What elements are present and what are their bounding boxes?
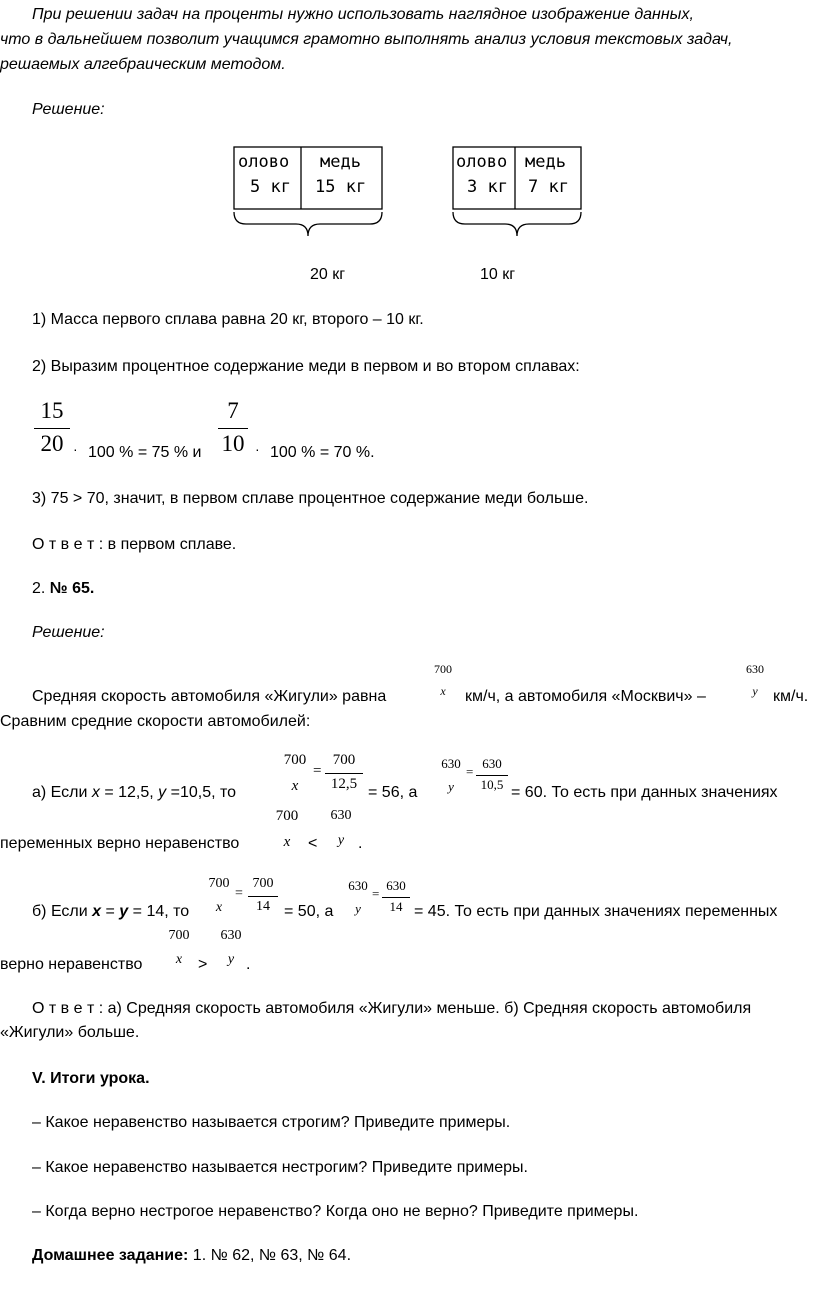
case-b-text-4: верно неравенство <box>0 956 143 973</box>
problem-number: № 65. <box>49 580 95 597</box>
fraction-numerator: 15 <box>40 398 64 423</box>
less-than-sign: < <box>308 835 318 852</box>
equals-sign: = <box>235 886 243 901</box>
fraction-denominator: 14 <box>256 899 270 914</box>
homework-label: Домашнее задание: <box>32 1247 189 1264</box>
case-a-text-5: = 60. То есть при данных значениях <box>511 784 778 801</box>
fraction-numerator: 7 <box>227 398 239 423</box>
fraction-denominator: y <box>227 952 235 967</box>
fraction-numerator: 630 <box>348 878 368 893</box>
section-v-heading: V. Итоги урока. <box>32 1070 150 1087</box>
speed-text-3: км/ч. <box>773 688 809 705</box>
var-y: y <box>158 784 167 801</box>
fraction-denominator: x <box>175 952 183 967</box>
alloy1-copper-mass: 15 кг <box>315 177 367 197</box>
case-a-text-6: переменных верно неравенство <box>0 835 240 852</box>
fraction-numerator: 700 <box>332 752 356 768</box>
intro-line-2: что в дальнейшем позволит учащимся грамотно выполнять анализ условия текстовых задач, <box>0 31 733 48</box>
var-x: x <box>91 784 100 801</box>
answer-2-line-1: О т в е т : а) Средняя скорость автомобиля «Жигули» меньше. б) Средняя скорость автомобиля <box>32 1000 752 1017</box>
fraction-numerator: 630 <box>482 756 502 771</box>
question-1: – Какое неравенство называется строгим? Приведите примеры. <box>32 1114 511 1131</box>
alloy2-tin-mass: 3 кг <box>467 177 508 197</box>
problem-prefix: 2. <box>32 580 50 597</box>
alloy2-copper-mass: 7 кг <box>528 177 569 197</box>
fraction-bar <box>218 428 248 429</box>
equals-sign: = <box>466 764 474 779</box>
answer-1: О т в е т : в первом сплаве. <box>32 536 237 553</box>
fraction-denominator: x <box>283 834 291 850</box>
alloy2-total: 10 кг <box>480 266 516 283</box>
intro-paragraph <box>0 2 812 77</box>
case-a-prefix: а) Если <box>32 784 92 801</box>
percent-result-1: 100 % = 75 % и <box>88 444 202 461</box>
var-x: x <box>92 903 102 920</box>
alloy2-copper-label: медь <box>525 152 566 172</box>
alloy1-total: 20 кг <box>310 266 346 283</box>
var-y: y <box>119 903 129 920</box>
fraction-denominator: 20 <box>40 431 64 456</box>
alloy1-tin-mass: 5 кг <box>250 177 291 197</box>
case-a-text-4: = 56, а <box>368 784 418 801</box>
speed-text-1: Средняя скорость автомобиля «Жигули» равна <box>32 688 387 705</box>
step-3: 3) 75 > 70, значит, в первом сплаве процентное содержание меди больше. <box>32 490 589 507</box>
percent-result-2: 100 % = 70 %. <box>270 444 375 461</box>
period: . <box>246 956 251 973</box>
fraction-bar <box>34 428 70 429</box>
speed-text-4: Сравним средние скорости автомобилей: <box>0 713 311 730</box>
alloy1-copper-label: медь <box>320 152 361 172</box>
fraction-denominator: y <box>448 779 454 794</box>
case-a-y-value: =10,5, то <box>166 784 237 801</box>
case-b-text-1 <box>32 903 189 921</box>
fraction-numerator: 700 <box>168 928 190 943</box>
answer-2-line-2: «Жигули» больше. <box>0 1024 140 1041</box>
fraction-numerator: 700 <box>283 752 307 768</box>
fraction-numerator: 700 <box>208 876 230 891</box>
multiply-dot: · <box>255 441 260 457</box>
fraction-numerator: 630 <box>441 756 461 771</box>
fraction-denominator: 14 <box>389 899 403 914</box>
intro-line-1: При решении задач на проценты нужно использовать наглядное изображение данных, <box>32 6 694 23</box>
case-a-x-value: = 12,5, <box>99 784 159 801</box>
fraction-bar <box>476 775 508 776</box>
alloy2-brace <box>453 212 581 236</box>
fraction-denominator: y <box>752 684 758 698</box>
fraction-numerator: 630 <box>220 928 242 943</box>
fraction-denominator: x <box>291 778 299 794</box>
alloy2-tin-label: олово <box>456 152 508 172</box>
step-1: 1) Масса первого сплава равна 20 кг, второго – 10 кг. <box>32 311 424 328</box>
fraction-numerator: 630 <box>746 662 764 676</box>
fraction-denominator: y <box>355 901 361 916</box>
fraction-bar <box>248 896 278 897</box>
fraction-numerator: 630 <box>386 878 406 893</box>
multiply-dot: · <box>73 441 78 457</box>
solution-label: Решение: <box>32 101 105 118</box>
case-b-prefix: б) Если <box>32 903 93 920</box>
alloy1-brace <box>234 212 382 236</box>
speed-text-2: км/ч, а автомобиля «Москвич» – <box>465 688 706 705</box>
fraction-bar <box>382 897 410 898</box>
fraction-bar <box>325 773 363 774</box>
fraction-denominator: 10 <box>221 431 245 456</box>
alloy-diagram <box>228 142 588 242</box>
equals-sign: = <box>372 886 380 901</box>
step-2: 2) Выразим процентное содержание меди в первом и во втором сплавах: <box>32 358 580 375</box>
fraction-numerator: 700 <box>252 876 274 891</box>
fraction-denominator: x <box>440 684 446 698</box>
problem-2-heading <box>32 580 94 598</box>
case-b-text-3: = 45. То есть при данных значениях переменных <box>414 903 778 920</box>
solution-label-2: Решение: <box>32 624 105 641</box>
fraction-numerator: 700 <box>434 662 452 676</box>
period: . <box>358 835 363 852</box>
fraction-numerator: 700 <box>275 808 299 824</box>
equals-text: = <box>101 903 120 920</box>
equals-sign: = <box>313 763 322 779</box>
intro-line-3: решаемых алгебраическим методом. <box>0 56 286 73</box>
fraction-numerator: 630 <box>330 808 352 823</box>
greater-than-sign: > <box>198 956 208 973</box>
case-b-text-2: = 50, а <box>284 903 334 920</box>
fraction-denominator: y <box>337 833 345 848</box>
case-a-text-1 <box>32 784 236 802</box>
fraction-denominator: 12,5 <box>330 776 358 792</box>
question-2: – Какое неравенство называется нестрогим? Приведите примеры. <box>32 1159 528 1176</box>
fraction-denominator: x <box>215 900 223 915</box>
case-b-value: = 14, то <box>128 903 190 920</box>
fraction-denominator: 10,5 <box>480 777 504 792</box>
homework-text: 1. № 62, № 63, № 64. <box>188 1247 352 1264</box>
alloy1-tin-label: олово <box>238 152 290 172</box>
homework <box>32 1247 351 1265</box>
question-3: – Когда верно нестрогое неравенство? Когда оно не верно? Приведите примеры. <box>32 1203 639 1220</box>
